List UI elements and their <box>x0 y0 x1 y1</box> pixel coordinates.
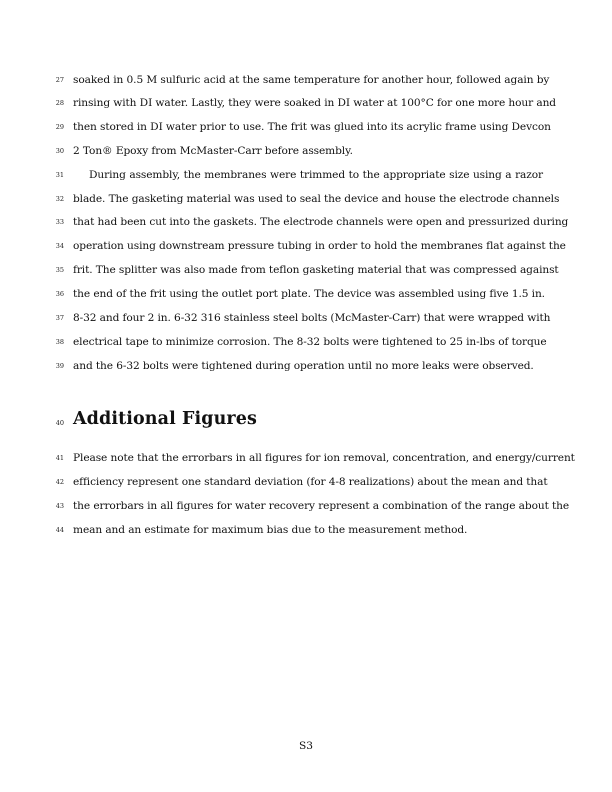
body-text-line: the errorbars in all figures for water recovery represent a combination of the range about the <box>73 500 570 512</box>
body-text-line: frit. The splitter was also made from teflon gasketing material that was compressed against <box>73 264 559 276</box>
line-number: 28 <box>55 99 64 107</box>
line-number: 44 <box>55 526 64 534</box>
body-text-line: blade. The gasketing material was used to seal the device and house the electrode channels <box>73 193 560 205</box>
body-text-line: operation using downstream pressure tubing in order to hold the membranes flat against the <box>73 240 566 252</box>
line-number: 32 <box>55 195 64 203</box>
body-text-line: soaked in 0.5 M sulfuric acid at the same temperature for another hour, followed again by <box>73 74 550 86</box>
body-text-line: mean and an estimate for maximum bias due to the measurement method. <box>73 524 468 536</box>
line-number: 43 <box>55 502 64 510</box>
line-number: 37 <box>55 314 64 322</box>
line-number: 30 <box>55 147 64 155</box>
body-text-line: the end of the frit using the outlet port plate. The device was assembled using five 1.5 in. <box>73 288 545 300</box>
body-text-line: and the 6-32 bolts were tightened during operation until no more leaks were observed. <box>73 360 534 372</box>
line-number: 42 <box>55 478 64 486</box>
page-number: S3 <box>299 740 313 752</box>
body-text-line: efficiency represent one standard deviation (for 4-8 realizations) about the mean and that <box>73 476 548 488</box>
section-heading: Additional Figures <box>73 409 257 429</box>
line-number: 31 <box>55 171 64 179</box>
line-number: 38 <box>55 338 64 346</box>
line-number: 29 <box>55 123 64 131</box>
body-text-line: During assembly, the membranes were trimmed to the appropriate size using a razor <box>89 169 543 181</box>
line-number: 36 <box>55 290 64 298</box>
body-text-line: 2 Ton® Epoxy from McMaster-Carr before assembly. <box>73 145 353 157</box>
line-number: 35 <box>55 266 64 274</box>
body-text-line: that had been cut into the gaskets. The electrode channels were open and pressurized during <box>73 216 569 228</box>
line-number: 40 <box>55 419 64 427</box>
body-text-line: rinsing with DI water. Lastly, they were soaked in DI water at 100°C for one more hour and <box>73 97 556 109</box>
line-number: 27 <box>55 76 64 84</box>
body-text-line: Please note that the errorbars in all figures for ion removal, concentration, and energy/current <box>73 452 575 464</box>
body-text-line: then stored in DI water prior to use. The frit was glued into its acrylic frame using Devcon <box>73 121 551 133</box>
line-number: 41 <box>55 454 64 462</box>
line-number: 34 <box>55 242 64 250</box>
body-text-line: electrical tape to minimize corrosion. The 8-32 bolts were tightened to 25 in-lbs of torque <box>73 336 547 348</box>
line-number: 33 <box>55 218 64 226</box>
line-number: 39 <box>55 362 64 370</box>
body-text-line: 8-32 and four 2 in. 6-32 316 stainless steel bolts (McMaster-Carr) that were wrapped with <box>73 312 551 324</box>
